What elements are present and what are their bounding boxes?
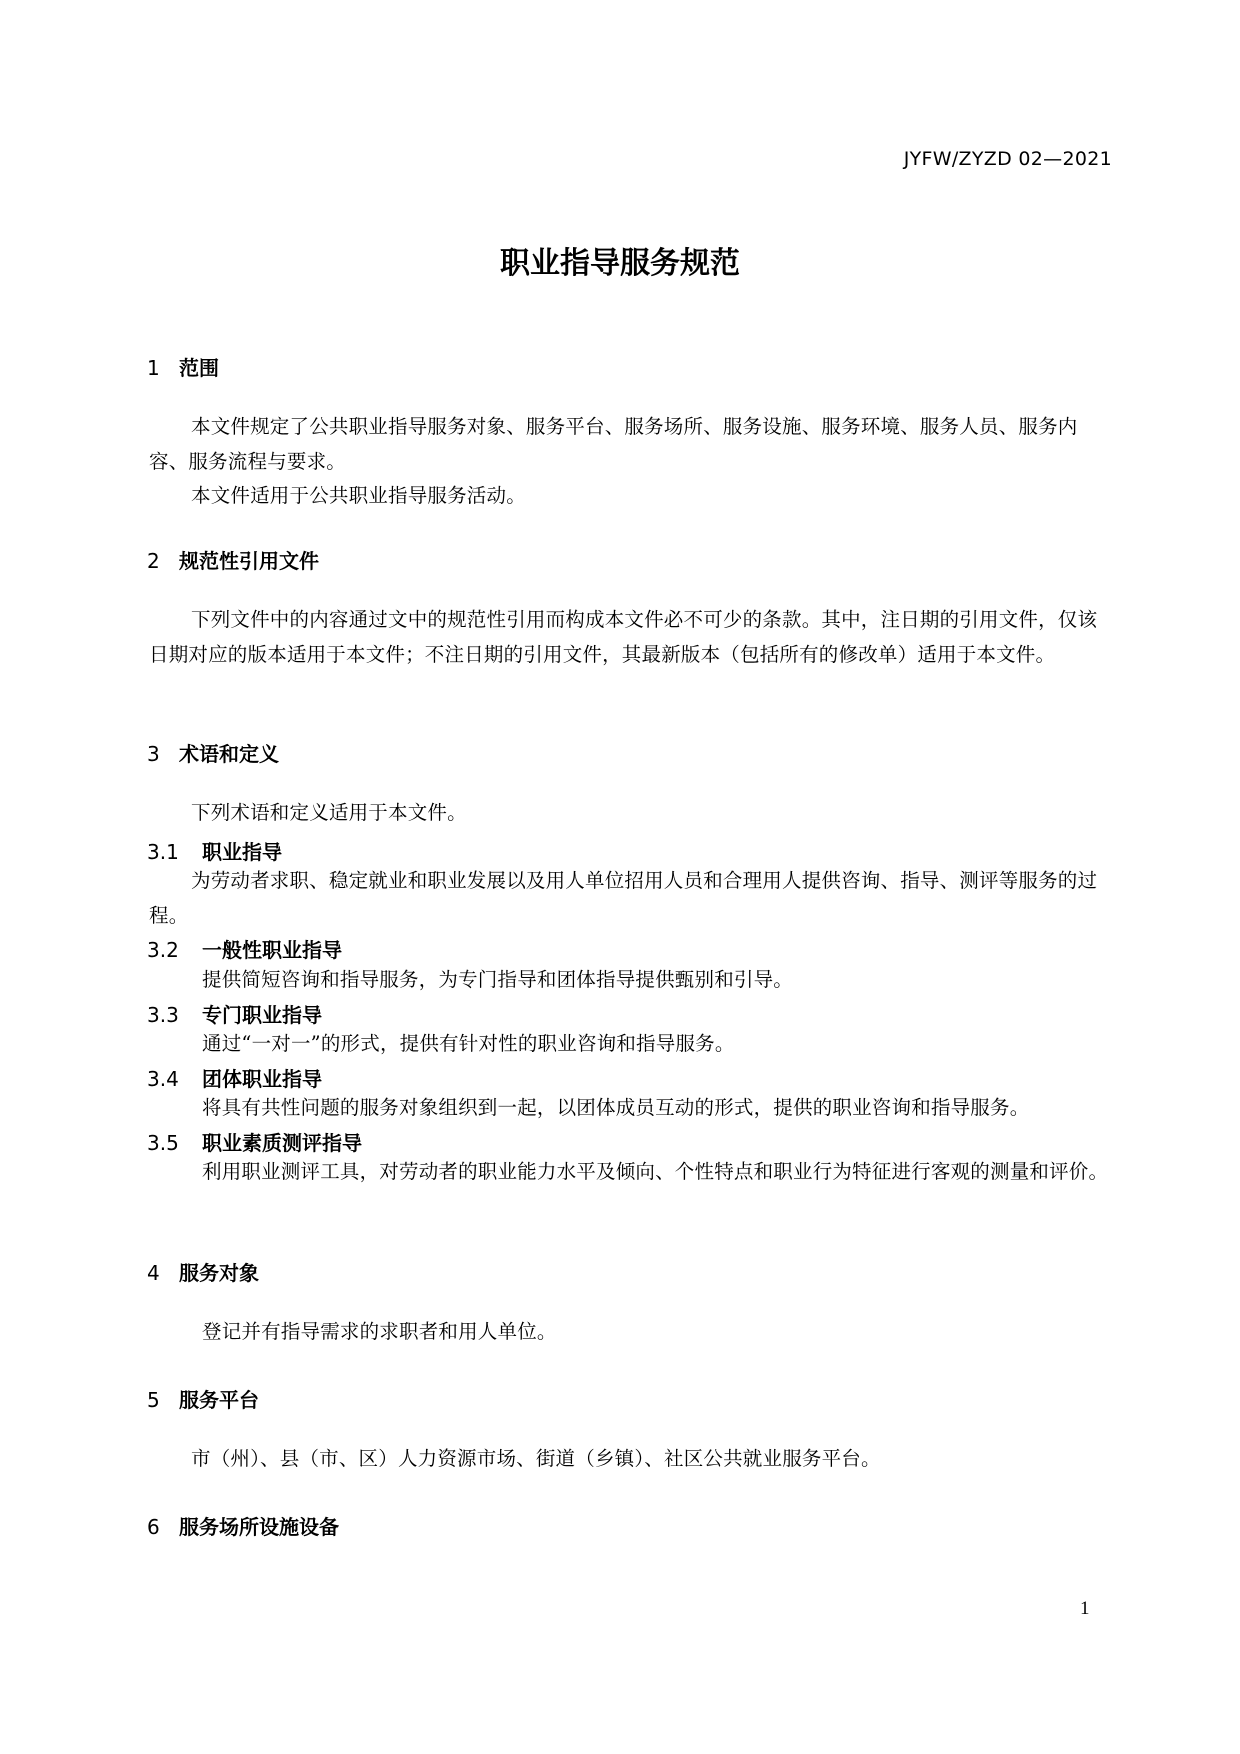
section-title: 服务场所设施设备 bbox=[179, 1515, 339, 1539]
section-number: 1 bbox=[147, 356, 160, 380]
term-definition: 将具有共性问题的服务对象组织到一起，以团体成员互动的形式，提供的职业咨询和指导服务。 bbox=[202, 1096, 1030, 1119]
section-number: 3 bbox=[147, 742, 160, 766]
term-heading-3-4 bbox=[147, 1063, 322, 1092]
term-number: 3.3 bbox=[147, 1003, 179, 1027]
section-number: 2 bbox=[147, 549, 160, 573]
term-definition: 为劳动者求职、稳定就业和职业发展以及用人单位招用人员和合理用人提供咨询、指导、测评等服务的过程。 bbox=[149, 869, 1098, 927]
term-title: 团体职业指导 bbox=[202, 1067, 322, 1091]
section-number: 6 bbox=[147, 1515, 160, 1539]
section-title: 服务平台 bbox=[179, 1388, 259, 1412]
page-number: 1 bbox=[1080, 1598, 1090, 1619]
paragraph: 登记并有指导需求的求职者和用人单位。 bbox=[202, 1320, 557, 1343]
term-title: 职业素质测评指导 bbox=[202, 1131, 362, 1155]
section-heading-5 bbox=[147, 1384, 259, 1413]
term-heading-3-2 bbox=[147, 934, 342, 963]
paragraph: 下列文件中的内容通过文中的规范性引用而构成本文件必不可少的条款。其中，注日期的引用文件，仅该日期对应的版本适用于本文件；不注日期的引用文件，其最新版本（包括所有的修改单）适用于本文件。 bbox=[149, 608, 1098, 666]
standard-code: JYFW/ZYZD 02—2021 bbox=[903, 148, 1112, 170]
section-title: 规范性引用文件 bbox=[179, 549, 319, 573]
term-heading-3-5 bbox=[147, 1127, 362, 1156]
section-number: 5 bbox=[147, 1388, 160, 1412]
section-heading-2 bbox=[147, 545, 319, 574]
section-number: 4 bbox=[147, 1261, 160, 1285]
term-title: 专门职业指导 bbox=[202, 1003, 322, 1027]
term-heading-3-3 bbox=[147, 999, 322, 1028]
paragraph: 本文件规定了公共职业指导服务对象、服务平台、服务场所、服务设施、服务环境、服务人员、服务内容、服务流程与要求。 bbox=[149, 415, 1078, 473]
section-title: 范围 bbox=[179, 356, 219, 380]
section-title: 服务对象 bbox=[179, 1261, 259, 1285]
document-title: 职业指导服务规范 bbox=[500, 246, 740, 281]
term-definition: 提供简短咨询和指导服务，为专门指导和团体指导提供甄别和引导。 bbox=[202, 968, 794, 991]
term-number: 3.4 bbox=[147, 1067, 179, 1091]
term-number: 3.1 bbox=[147, 840, 179, 864]
section-heading-3 bbox=[147, 738, 279, 767]
paragraph: 本文件适用于公共职业指导服务活动。 bbox=[191, 484, 526, 507]
paragraph: 下列术语和定义适用于本文件。 bbox=[191, 801, 467, 824]
section-heading-4 bbox=[147, 1257, 259, 1286]
section-heading-1 bbox=[147, 352, 219, 381]
paragraph: 市（州）、县（市、区）人力资源市场、街道（乡镇）、社区公共就业服务平台。 bbox=[191, 1447, 881, 1470]
term-number: 3.2 bbox=[147, 938, 179, 962]
section-heading-6 bbox=[147, 1511, 339, 1540]
term-title: 一般性职业指导 bbox=[202, 938, 342, 962]
term-heading-3-1 bbox=[147, 836, 282, 865]
section-title: 术语和定义 bbox=[179, 742, 279, 766]
term-title: 职业指导 bbox=[202, 840, 282, 864]
term-definition: 通过“一对一”的形式，提供有针对性的职业咨询和指导服务。 bbox=[202, 1032, 735, 1055]
term-number: 3.5 bbox=[147, 1131, 179, 1155]
term-definition: 利用职业测评工具，对劳动者的职业能力水平及倾向、个性特点和职业行为特征进行客观的测量和评价。 bbox=[202, 1160, 1109, 1183]
